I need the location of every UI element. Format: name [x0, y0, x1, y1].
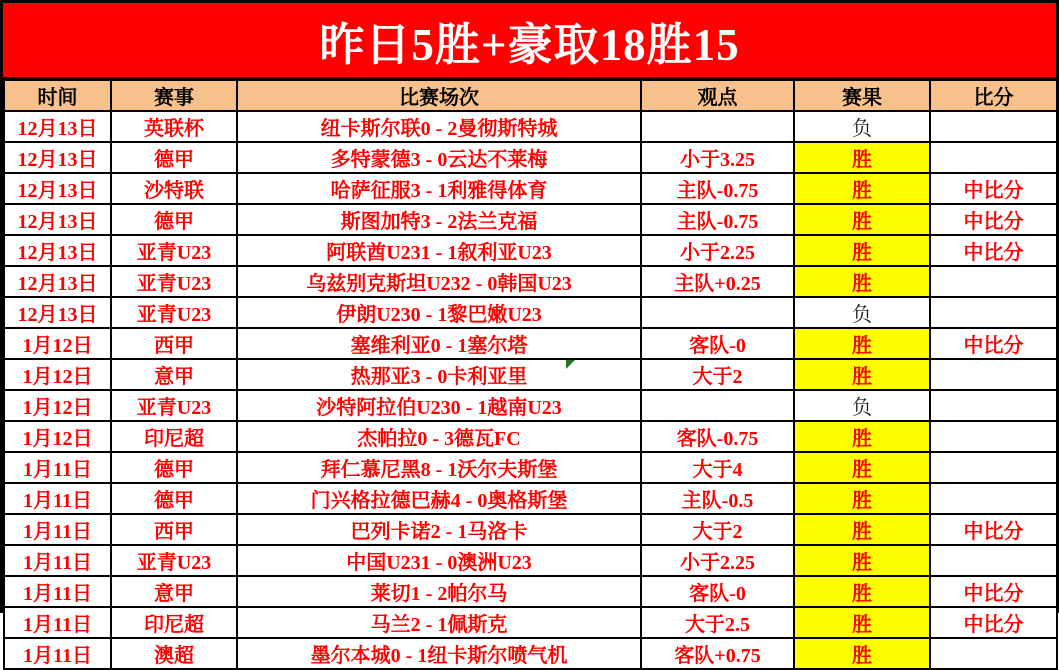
match-cell: 塞维利亚0 - 1塞尔塔: [237, 328, 641, 359]
score-cell: 中比分: [930, 514, 1057, 545]
league-cell: 西甲: [111, 514, 237, 545]
league-cell: 印尼超: [111, 607, 237, 638]
view-cell: [641, 297, 794, 328]
score-cell: 中比分: [930, 328, 1057, 359]
date-cell: 12月13日: [4, 204, 111, 235]
table-row: [4, 142, 1057, 173]
match-cell: 莱切1 - 2帕尔马: [237, 576, 641, 607]
result-cell: 负: [794, 111, 930, 142]
match-cell: 阿联酋U231 - 1叙利亚U23: [237, 235, 641, 266]
date-cell: 1月12日: [4, 390, 111, 421]
header-row: [4, 80, 1057, 111]
score-cell: [930, 297, 1057, 328]
col-header-result: 赛果: [794, 80, 930, 111]
view-cell: 主队-0.5: [641, 483, 794, 514]
league-cell: 德甲: [111, 483, 237, 514]
result-cell: 胜: [794, 452, 930, 483]
date-cell: 1月11日: [4, 452, 111, 483]
view-cell: 大于2.5: [641, 607, 794, 638]
table-row: [4, 452, 1057, 483]
result-cell: 胜: [794, 576, 930, 607]
score-cell: [930, 638, 1057, 669]
table-row: [4, 421, 1057, 452]
league-cell: 德甲: [111, 142, 237, 173]
date-cell: 1月11日: [4, 607, 111, 638]
score-cell: [930, 483, 1057, 514]
date-cell: 1月11日: [4, 576, 111, 607]
view-cell: 小于3.25: [641, 142, 794, 173]
col-header-league: 赛事: [111, 80, 237, 111]
table-row: [4, 514, 1057, 545]
table-row: [4, 390, 1057, 421]
match-cell: 斯图加特3 - 2法兰克福: [237, 204, 641, 235]
match-cell: 哈萨征服3 - 1利雅得体育: [237, 173, 641, 204]
league-cell: 意甲: [111, 576, 237, 607]
match-cell: 纽卡斯尔联0 - 2曼彻斯特城: [237, 111, 641, 142]
banner-title: 昨日5胜+豪取18胜15: [319, 19, 740, 70]
result-cell: 胜: [794, 359, 930, 390]
league-cell: 亚青U23: [111, 235, 237, 266]
result-cell: 胜: [794, 204, 930, 235]
results-table: [3, 79, 1058, 670]
col-header-match: 比赛场次: [237, 80, 641, 111]
date-cell: 1月11日: [4, 545, 111, 576]
table-row: [4, 204, 1057, 235]
view-cell: [641, 111, 794, 142]
score-cell: 中比分: [930, 576, 1057, 607]
view-cell: 大于4: [641, 452, 794, 483]
match-cell: 多特蒙德3 - 0云达不莱梅: [237, 142, 641, 173]
date-cell: 1月12日: [4, 421, 111, 452]
score-cell: [930, 111, 1057, 142]
date-cell: 12月13日: [4, 235, 111, 266]
comment-marker-icon: [566, 360, 575, 369]
view-cell: 主队+0.25: [641, 266, 794, 297]
score-cell: [930, 421, 1057, 452]
date-cell: 12月13日: [4, 266, 111, 297]
score-cell: [930, 266, 1057, 297]
score-cell: [930, 359, 1057, 390]
match-cell: 巴列卡诺2 - 1马洛卡: [237, 514, 641, 545]
banner: [3, 3, 1056, 79]
date-cell: 1月11日: [4, 483, 111, 514]
score-cell: [930, 142, 1057, 173]
match-cell: 中国U231 - 0澳洲U23: [237, 545, 641, 576]
view-cell: 大于2: [641, 514, 794, 545]
view-cell: 客队-0: [641, 328, 794, 359]
table-row: [4, 297, 1057, 328]
match-cell: 杰帕拉0 - 3德瓦FC: [237, 421, 641, 452]
view-cell: 客队-0: [641, 576, 794, 607]
score-cell: 中比分: [930, 235, 1057, 266]
col-header-score: 比分: [930, 80, 1057, 111]
date-cell: 12月13日: [4, 173, 111, 204]
league-cell: 意甲: [111, 359, 237, 390]
table-row: [4, 173, 1057, 204]
result-cell: 胜: [794, 173, 930, 204]
table-row: [4, 545, 1057, 576]
view-cell: 主队-0.75: [641, 173, 794, 204]
table-row: [4, 483, 1057, 514]
match-cell: 墨尔本城0 - 1纽卡斯尔喷气机: [237, 638, 641, 669]
view-cell: 大于2: [641, 359, 794, 390]
result-cell: 胜: [794, 607, 930, 638]
result-cell: 胜: [794, 514, 930, 545]
table-row: [4, 607, 1057, 638]
league-cell: 印尼超: [111, 421, 237, 452]
result-cell: 胜: [794, 328, 930, 359]
table-row: [4, 576, 1057, 607]
table-row: [4, 328, 1057, 359]
match-cell: 热那亚3 - 0卡利亚里: [237, 359, 641, 390]
date-cell: 1月11日: [4, 514, 111, 545]
match-cell: 乌兹别克斯坦U232 - 0韩国U23: [237, 266, 641, 297]
match-cell: 沙特阿拉伯U230 - 1越南U23: [237, 390, 641, 421]
view-cell: [641, 390, 794, 421]
view-cell: 小于2.25: [641, 235, 794, 266]
date-cell: 1月11日: [4, 638, 111, 669]
match-cell: 拜仁慕尼黑8 - 1沃尔夫斯堡: [237, 452, 641, 483]
table-row: [4, 235, 1057, 266]
league-cell: 沙特联: [111, 173, 237, 204]
date-cell: 12月13日: [4, 297, 111, 328]
date-cell: 12月13日: [4, 111, 111, 142]
score-cell: [930, 452, 1057, 483]
view-cell: 小于2.25: [641, 545, 794, 576]
score-cell: [930, 390, 1057, 421]
league-cell: 英联杯: [111, 111, 237, 142]
table-row: [4, 359, 1057, 390]
result-cell: 负: [794, 297, 930, 328]
match-cell: 马兰2 - 1佩斯克: [237, 607, 641, 638]
col-header-view: 观点: [641, 80, 794, 111]
league-cell: 亚青U23: [111, 297, 237, 328]
league-cell: 澳超: [111, 638, 237, 669]
result-cell: 负: [794, 390, 930, 421]
match-cell: 伊朗U230 - 1黎巴嫩U23: [237, 297, 641, 328]
match-cell: 门兴格拉德巴赫4 - 0奥格斯堡: [237, 483, 641, 514]
league-cell: 德甲: [111, 204, 237, 235]
league-cell: 德甲: [111, 452, 237, 483]
col-header-time: 时间: [4, 80, 111, 111]
score-cell: 中比分: [930, 607, 1057, 638]
date-cell: 1月12日: [4, 328, 111, 359]
table-row: [4, 638, 1057, 669]
result-cell: 胜: [794, 483, 930, 514]
score-cell: 中比分: [930, 173, 1057, 204]
date-cell: 12月13日: [4, 142, 111, 173]
result-cell: 胜: [794, 545, 930, 576]
result-cell: 胜: [794, 266, 930, 297]
result-cell: 胜: [794, 142, 930, 173]
league-cell: 西甲: [111, 328, 237, 359]
result-cell: 胜: [794, 235, 930, 266]
result-cell: 胜: [794, 638, 930, 669]
table-row: [4, 111, 1057, 142]
score-cell: [930, 545, 1057, 576]
date-cell: 1月12日: [4, 359, 111, 390]
view-cell: 客队+0.75: [641, 638, 794, 669]
table-row: [4, 266, 1057, 297]
league-cell: 亚青U23: [111, 266, 237, 297]
league-cell: 亚青U23: [111, 390, 237, 421]
result-cell: 胜: [794, 421, 930, 452]
league-cell: 亚青U23: [111, 545, 237, 576]
table-body: [4, 111, 1057, 669]
view-cell: 客队-0.75: [641, 421, 794, 452]
view-cell: 主队-0.75: [641, 204, 794, 235]
score-cell: 中比分: [930, 204, 1057, 235]
